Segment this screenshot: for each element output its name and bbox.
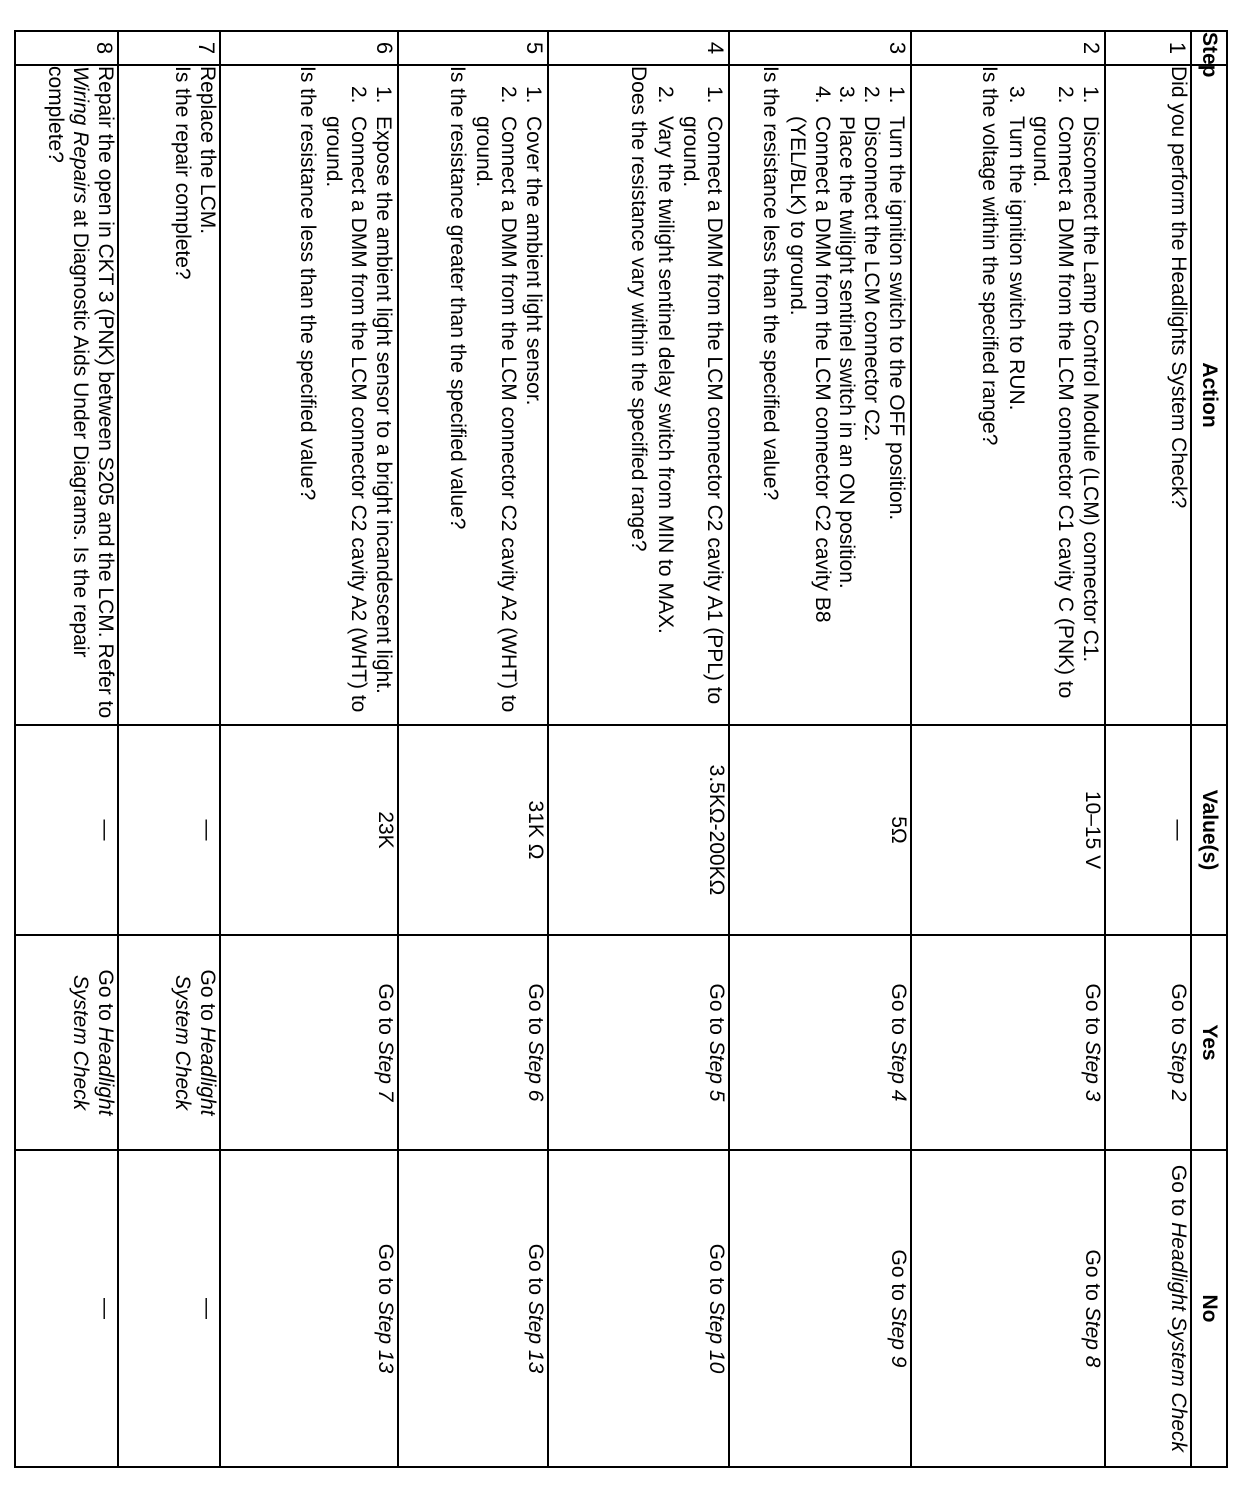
goto-prefix: Go to xyxy=(1080,983,1104,1041)
yes-cell[interactable] xyxy=(398,935,548,1150)
rotated-page xyxy=(14,30,1228,1466)
list-item xyxy=(784,66,834,724)
table-row xyxy=(220,31,398,1467)
value-cell: — xyxy=(118,725,220,935)
substep-number: 1. xyxy=(1078,86,1102,104)
repair-text-part: Repair the open in CKT 3 (PNK) between S205 and the LCM. Refer to xyxy=(93,66,117,719)
substep-text: Connect a DMM from the LCM connector C2 cavity A1 (PPL) to ground. xyxy=(678,116,727,705)
goto-target-link[interactable]: Step 3 xyxy=(1080,1040,1104,1102)
no-cell[interactable] xyxy=(911,1150,1105,1467)
substep-number: 3. xyxy=(1004,86,1028,104)
substep-text: Cover the ambient light sensor. xyxy=(521,116,545,406)
substep-number: 2. xyxy=(497,86,521,104)
yes-cell[interactable] xyxy=(220,935,398,1150)
value-cell: 23K xyxy=(220,725,398,935)
action-cell xyxy=(15,65,118,725)
substep-number: 2. xyxy=(860,86,884,104)
substep-list xyxy=(784,66,908,724)
step-number: 3 xyxy=(729,31,910,65)
header-no: No xyxy=(1191,1150,1227,1467)
list-item xyxy=(1077,66,1102,724)
goto-prefix: Go to xyxy=(705,983,729,1041)
goto-target-link[interactable]: Headlight System Check xyxy=(1167,1222,1190,1453)
action-cell xyxy=(398,65,548,725)
goto-target-link[interactable]: Step 2 xyxy=(1167,1040,1190,1102)
list-item xyxy=(677,66,727,724)
goto-target-link[interactable]: Step 10 xyxy=(705,1300,729,1374)
substep-text: Turn the ignition switch to RUN. xyxy=(1004,116,1028,411)
list-item xyxy=(520,66,545,724)
goto-prefix: Go to xyxy=(93,969,117,1027)
header-values: Value(s) xyxy=(1191,725,1227,935)
step-number: 7 xyxy=(118,31,220,65)
goto-prefix: Go to xyxy=(523,983,547,1041)
repair-text-part: at Diagnostic Aids Under Diagrams. Is the repair complete? xyxy=(44,66,93,658)
step-number: 5 xyxy=(398,31,548,65)
goto-prefix: Go to xyxy=(523,1243,547,1301)
table-row xyxy=(548,31,729,1467)
action-lead: Replace the LCM. xyxy=(195,66,219,235)
list-item xyxy=(471,66,521,724)
value-cell: 5Ω xyxy=(729,725,910,935)
action-cell xyxy=(118,65,220,725)
value-cell: 31K Ω xyxy=(398,725,548,935)
action-cell xyxy=(729,65,910,725)
yes-cell[interactable] xyxy=(548,935,729,1150)
no-cell[interactable] xyxy=(548,1150,729,1467)
action-question: Does the resistance vary within the specified range? xyxy=(627,66,651,552)
substep-text: Vary the twilight sentinel delay switch from MIN to MAX. xyxy=(653,116,677,634)
table-row xyxy=(398,31,548,1467)
substep-list xyxy=(1003,66,1102,724)
goto-prefix: Go to xyxy=(1167,983,1190,1041)
action-question: Is the resistance less than the specified value? xyxy=(759,66,783,501)
header-step: Step xyxy=(1191,31,1227,65)
goto-prefix: Go to xyxy=(1167,1164,1190,1223)
value-cell: — xyxy=(1105,725,1191,935)
list-item xyxy=(1028,66,1078,724)
action-cell xyxy=(220,65,398,725)
no-cell[interactable] xyxy=(220,1150,398,1467)
goto-prefix: Go to xyxy=(373,1243,397,1301)
no-cell[interactable] xyxy=(398,1150,548,1467)
no-cell[interactable] xyxy=(1105,1150,1191,1467)
goto-target-link[interactable]: Step 7 xyxy=(373,1040,397,1102)
list-item xyxy=(321,66,371,724)
list-item xyxy=(652,66,677,724)
goto-target-link[interactable]: Step 8 xyxy=(1080,1306,1104,1368)
action-question: Is the resistance less than the specified value? xyxy=(295,66,319,501)
goto-target-link[interactable]: Step 4 xyxy=(886,1040,910,1102)
value-cell: — xyxy=(15,725,118,935)
substep-text: Place the twilight sentinel switch in an ON position. xyxy=(835,116,859,589)
list-item xyxy=(858,66,883,724)
goto-prefix: Go to xyxy=(1080,1249,1104,1307)
substep-number: 1. xyxy=(521,86,545,104)
goto-prefix: Go to xyxy=(886,983,910,1041)
no-cell: — xyxy=(118,1150,220,1467)
yes-cell[interactable] xyxy=(15,935,118,1150)
no-cell: — xyxy=(15,1150,118,1467)
goto-target-link[interactable]: Step 13 xyxy=(373,1300,397,1374)
value-cell: 10–15 V xyxy=(911,725,1105,935)
repair-text xyxy=(43,66,117,724)
goto-target-link[interactable]: Headlight System Check xyxy=(170,974,219,1116)
substep-list xyxy=(652,66,726,724)
header-row xyxy=(1191,31,1227,1467)
substep-number: 1. xyxy=(371,86,395,104)
table-row xyxy=(1105,31,1191,1467)
header-action: Action xyxy=(1191,65,1227,725)
yes-cell[interactable] xyxy=(911,935,1105,1150)
table-row xyxy=(118,31,220,1467)
step-number: 1 xyxy=(1105,31,1191,65)
goto-prefix: Go to xyxy=(195,969,219,1027)
substep-text: Disconnect the LCM connector C2. xyxy=(860,116,884,442)
substep-number: 1. xyxy=(884,86,908,104)
substep-text: Connect a DMM from the LCM connector C1 cavity C (PNK) to ground. xyxy=(1029,116,1078,699)
substep-text: Expose the ambient light sensor to a bright incandescent light. xyxy=(371,116,395,694)
action-cell xyxy=(1105,65,1191,725)
substep-text: Connect a DMM from the LCM connector C2 cavity A2 (WHT) to ground. xyxy=(322,116,371,713)
substep-number: 3. xyxy=(835,86,859,104)
substep-number: 2. xyxy=(1054,86,1078,104)
substep-number: 4. xyxy=(810,86,834,104)
wiring-repairs-reference: Wiring Repairs xyxy=(69,66,93,204)
list-item xyxy=(834,66,859,724)
substep-list xyxy=(471,66,545,724)
substep-text: Connect a DMM from the LCM connector C2 cavity B8 (YEL/BLK) to ground. xyxy=(785,116,834,623)
step-number: 4 xyxy=(548,31,729,65)
action-cell xyxy=(548,65,729,725)
action-question: Is the voltage within the specified range? xyxy=(977,66,1001,446)
substep-text: Turn the ignition switch to the OFF position. xyxy=(884,116,908,521)
step-number: 2 xyxy=(911,31,1105,65)
table-row xyxy=(729,31,910,1467)
list-item xyxy=(883,66,908,724)
goto-target-link[interactable]: Step 5 xyxy=(705,1040,729,1102)
action-question: Is the repair complete? xyxy=(170,66,194,280)
step-number: 6 xyxy=(220,31,398,65)
goto-prefix: Go to xyxy=(373,983,397,1041)
action-question: Is the resistance greater than the specified value? xyxy=(445,66,469,530)
table-row xyxy=(911,31,1105,1467)
header-yes: Yes xyxy=(1191,935,1227,1150)
goto-target-link[interactable]: Step 6 xyxy=(523,1040,547,1102)
yes-cell[interactable] xyxy=(1105,935,1191,1150)
yes-cell[interactable] xyxy=(729,935,910,1150)
substep-text: Disconnect the Lamp Control Module (LCM) connector C1. xyxy=(1078,116,1102,663)
substep-number: 2. xyxy=(653,86,677,104)
yes-cell[interactable] xyxy=(118,935,220,1150)
action-question: Did you perform the Headlights System Check? xyxy=(1167,66,1190,509)
goto-target-link[interactable]: Headlight System Check xyxy=(69,974,117,1116)
step-number: 8 xyxy=(15,31,118,65)
value-cell: 3.5KΩ-200KΩ xyxy=(548,725,729,935)
substep-list xyxy=(321,66,395,724)
table-row xyxy=(15,31,118,1467)
list-item xyxy=(370,66,395,724)
substep-number: 1. xyxy=(703,86,727,104)
goto-prefix: Go to xyxy=(886,1249,910,1307)
substep-number: 2. xyxy=(347,86,371,104)
action-cell xyxy=(911,65,1105,725)
substep-text: Connect a DMM from the LCM connector C2 cavity A2 (WHT) to ground. xyxy=(472,116,521,713)
list-item xyxy=(1003,66,1028,724)
goto-target-link[interactable]: Step 13 xyxy=(523,1300,547,1374)
goto-target-link[interactable]: Step 9 xyxy=(886,1306,910,1368)
no-cell[interactable] xyxy=(729,1150,910,1467)
diagnostic-table xyxy=(14,30,1228,1468)
goto-prefix: Go to xyxy=(705,1243,729,1301)
